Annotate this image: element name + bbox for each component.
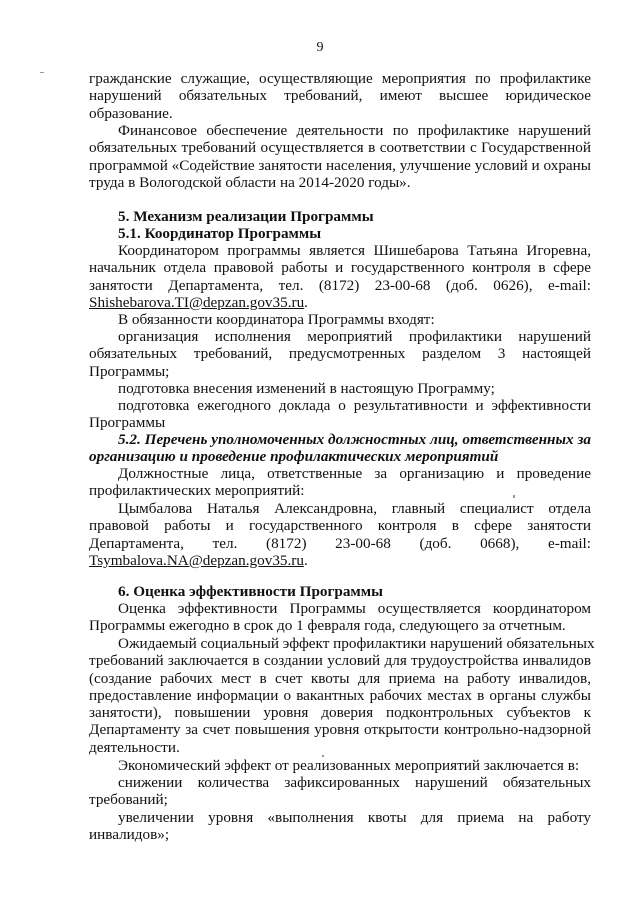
text-line: Программы; <box>89 362 170 380</box>
text-line: образование. <box>89 104 173 122</box>
text-line: (создание рабочих мест в счет квоты для приема на работу инвалидов, <box>89 669 591 687</box>
paragraph-official <box>89 500 591 569</box>
section-heading-6: 6. Оценка эффективности Программы <box>118 583 383 600</box>
text-line: предоставление информации о вакантных рабочих местах в органы службы <box>89 686 591 704</box>
text-line: Департамента, тел. (8172) 23-00-68 (доб. 0668), e-mail: <box>89 534 591 552</box>
text-line: нарушений обязательных требований, имеют высшее юридическое <box>89 87 591 105</box>
text-line: инвалидов»; <box>89 826 170 844</box>
period: . <box>304 293 308 311</box>
text-line: Департаменту за счет повышения уровня открытости контрольно-надзорной <box>89 721 591 739</box>
section-heading-5: 5. Механизм реализации Программы <box>118 208 374 225</box>
text-line <box>89 552 591 569</box>
subsection-heading-5-1: 5.1. Координатор Программы <box>118 225 322 242</box>
text-line: снижении количества зафиксированных нарушений обязательных <box>118 774 591 791</box>
text-line: требований; <box>89 791 168 809</box>
text-line: Координатором программы является Шишебарова Татьяна Игоревна, <box>118 242 591 259</box>
text-line: Программы ежегодно в срок до 1 февраля года, следующего за отчетным. <box>89 617 566 635</box>
scan-speck <box>513 495 515 498</box>
text-line: Цымбалова Наталья Александровна, главный специалист отдела <box>118 500 591 517</box>
paragraph-economic-effect: Экономический эффект от реализованных мероприятий заключается в: <box>118 757 580 774</box>
scan-speck <box>322 755 324 757</box>
coordinator-email-link[interactable]: Shishebarova.TI@depzan.gov35.ru <box>89 293 305 311</box>
text-line: программой «Содействие занятости населения, улучшение условий и охраны <box>89 156 591 174</box>
text-line: подготовка ежегодного доклада о результативности и эффективности <box>118 397 591 414</box>
text-line: требований заключается в создании условий для трудоустройства инвалидов <box>89 652 591 670</box>
period: . <box>303 551 308 569</box>
page-number: 9 <box>316 40 324 55</box>
text-line: увеличении уровня «выполнения квоты для приема на работу <box>118 809 591 826</box>
paragraph-duty-3 <box>89 397 591 432</box>
text-line <box>89 294 591 311</box>
text-line: организацию и проведение профилактических мероприятий <box>89 448 499 466</box>
paragraph-effect-2 <box>89 809 591 844</box>
text-line: занятости), повышении уровня доверия подконтрольных субъектов к <box>89 704 591 722</box>
official-email-link[interactable]: Tsymbalova.NA@depzan.gov35.ru <box>89 551 304 569</box>
text-line: обязательных требований, предусмотренных разделом 3 настоящей <box>89 345 591 363</box>
paragraph-duty-2: подготовка внесения изменений в настоящую Программу; <box>118 380 495 397</box>
paragraph-evaluation <box>89 600 591 635</box>
paragraph-social-effect <box>89 635 595 756</box>
text-line: организация исполнения мероприятий профилактики нарушений <box>118 328 591 345</box>
paragraph-duties-intro: В обязанности координатора Программы входят: <box>118 311 435 328</box>
text-line: Оценка эффективности Программы осуществляется координатором <box>118 600 591 617</box>
text-line: гражданские служащие, осуществляющие мероприятия по профилактике <box>89 70 591 87</box>
text-line: Финансовое обеспечение деятельности по профилактике нарушений <box>118 122 591 139</box>
text-line: правовой работы и государственного контроля в сфере занятости <box>89 517 591 535</box>
paragraph-effect-1 <box>89 774 591 809</box>
text-line: труда в Вологодской области на 2014-2020 годы». <box>89 173 411 191</box>
text-line: Программы <box>89 414 166 432</box>
paragraph-coordinator <box>89 242 591 311</box>
scan-speck <box>40 72 44 73</box>
paragraph-financing <box>89 122 591 191</box>
text-line: 5.2. Перечень уполномоченных должностных лиц, ответственных за <box>118 431 591 448</box>
text-line: Ожидаемый социальный эффект профилактики нарушений обязательных <box>118 635 595 652</box>
text-line: начальник отдела правовой работы и государственного контроля в сфере <box>89 259 591 277</box>
paragraph-duty-1 <box>89 328 591 380</box>
text-line: обязательных требований осуществляется в соответствии с Государственной <box>89 139 591 157</box>
text-line: деятельности. <box>89 738 180 756</box>
paragraph-officials-intro <box>89 465 591 500</box>
text-line: профилактических мероприятий: <box>89 482 305 500</box>
text-line: занятости Департамента, тел. (8172) 23-00-68 (доб. 0626), e-mail: <box>89 276 591 294</box>
subsection-heading-5-2 <box>89 431 591 466</box>
paragraph-staff-education <box>89 70 591 122</box>
text-line: Должностные лица, ответственные за организацию и проведение <box>118 465 591 482</box>
